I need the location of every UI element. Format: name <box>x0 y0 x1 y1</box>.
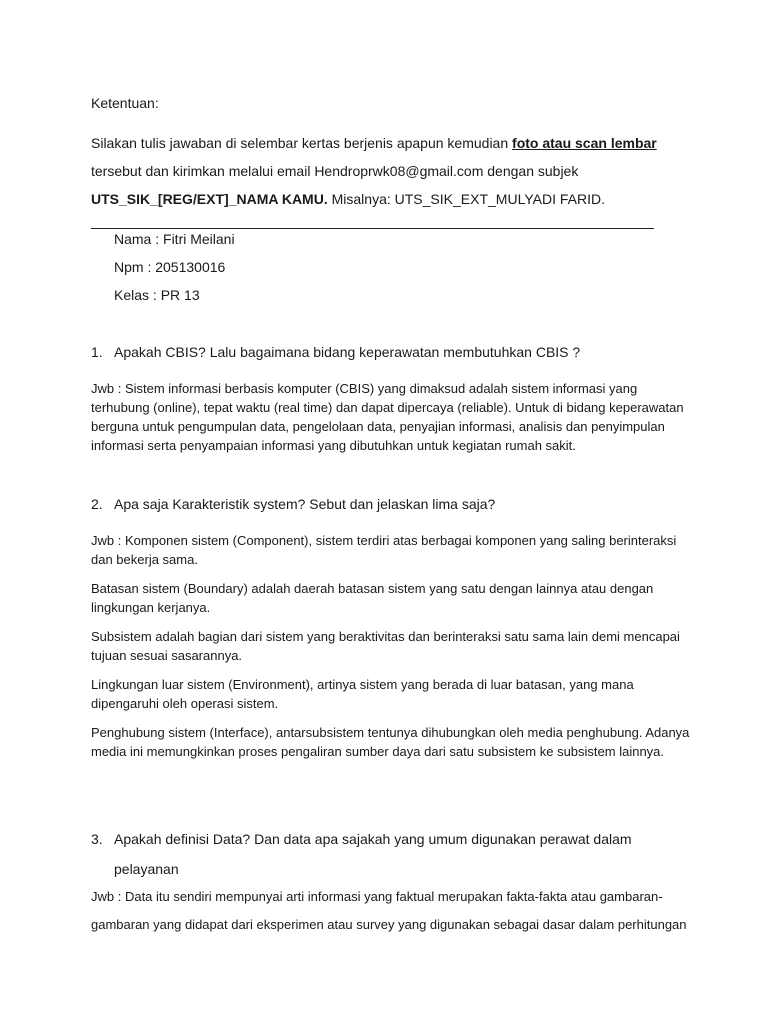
instructions-line-3 <box>91 190 605 208</box>
student-class: Kelas : PR 13 <box>114 287 200 303</box>
subject-format: UTS_SIK_[REG/EXT]_NAMA KAMU. <box>91 191 328 207</box>
question-3-text-line-2: pelayanan <box>114 861 179 877</box>
student-name: Nama : Fitri Meilani <box>114 231 235 247</box>
question-1-number: 1. <box>91 344 103 360</box>
question-3-number: 3. <box>91 831 103 847</box>
question-2-text: Apa saja Karakteristik system? Sebut dan jelaskan lima saja? <box>114 496 496 512</box>
question-2-number: 2. <box>91 496 103 512</box>
answer-2-subsystem: Subsistem adalah bagian dari sistem yang beraktivitas dan berinteraksi satu sama lain demi mencapai tujuan sesuai sasarannya. <box>91 629 680 663</box>
answer-3-line-2: gambaran yang didapat dari eksperimen atau survey yang digunakan sebagai dasar dalam perhitungan <box>91 917 687 932</box>
answer-2-interface: Penghubung sistem (Interface), antarsubsistem tentunya dihubungkan oleh media penghubung. Adanya media ini memungkinkan proses pengaliran sumber daya dari satu subsistem ke subsistem lainnya. <box>91 725 690 759</box>
student-npm: Npm : 205130016 <box>114 259 226 275</box>
answer-2-boundary: Batasan sistem (Boundary) adalah daerah batasan sistem yang satu dengan lainnya atau dengan lingkungan kerjanya. <box>91 581 654 615</box>
answer-3-line-1: Jwb : Data itu sendiri mempunyai arti informasi yang faktual merupakan fakta-fakta atau gambaran- <box>91 889 663 904</box>
instructions-line-1-emphasis: foto atau scan lembar <box>512 135 657 151</box>
divider-line <box>91 228 654 229</box>
question-1-text: Apakah CBIS? Lalu bagaimana bidang keperawatan membutuhkan CBIS ? <box>114 344 581 360</box>
answer-2-environment: Lingkungan luar sistem (Environment), artinya sistem yang berada di luar batasan, yang mana dipengaruhi oleh operasi sistem. <box>91 677 634 711</box>
instructions-heading: Ketentuan: <box>91 95 159 111</box>
question-3-text-line-1: Apakah definisi Data? Dan data apa sajakah yang umum digunakan perawat dalam <box>114 831 632 847</box>
answer-1: Jwb : Sistem informasi berbasis komputer (CBIS) yang dimaksud adalah sistem informasi yang terhubung (online), tepat waktu (real time) dan dapat dipercaya (reliable). Untuk di bidang keperawatan berguna untuk pengumpulan data, pengelolaan data, penyajian informasi, analisis dan penyimpulan informasi serta penyampaian informasi yang dibutuhkan untuk kegiatan rumah sakit. <box>91 381 684 453</box>
answer-2-component: Jwb : Komponen sistem (Component), sistem terdiri atas berbagai komponen yang saling berinteraksi dan bekerja sama. <box>91 533 677 567</box>
subject-example: Misalnya: UTS_SIK_EXT_MULYADI FARID. <box>327 191 605 207</box>
instructions-line-1-text: Silakan tulis jawaban di selembar kertas berjenis apapun kemudian <box>91 135 513 151</box>
instructions-line-2: tersebut dan kirimkan melalui email Hendroprwk08@gmail.com dengan subjek <box>91 163 579 179</box>
instructions-line-1 <box>91 134 657 152</box>
